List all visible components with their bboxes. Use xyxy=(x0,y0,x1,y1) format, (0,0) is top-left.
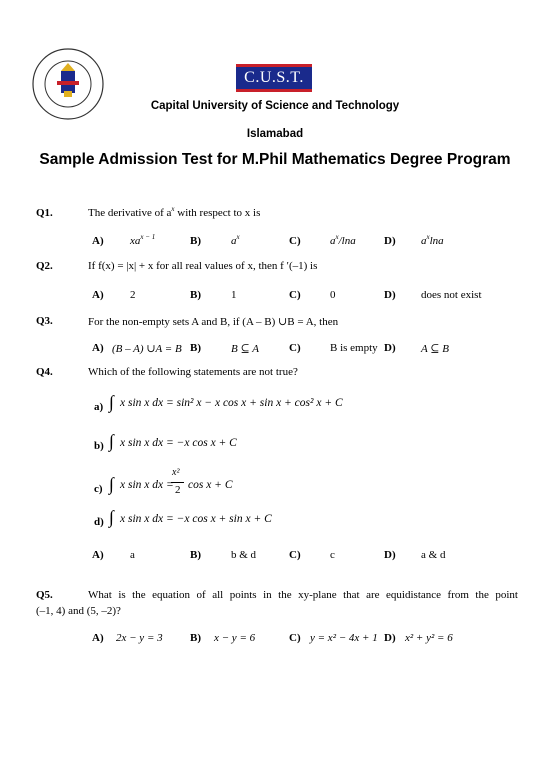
q4-item-a-label: a) xyxy=(94,401,104,413)
q3-label-c: C) xyxy=(289,342,301,354)
q4-item-b-label: b) xyxy=(94,440,104,452)
q3-option-c: B is empty xyxy=(330,342,378,354)
q3-label-a: A) xyxy=(92,342,104,354)
q3-option-a: (B – A) ∪A = B xyxy=(112,343,182,355)
q5-option-d: x² + y² = 6 xyxy=(405,632,453,644)
q2-label-b: B) xyxy=(190,289,201,301)
q4-option-b: b & d xyxy=(231,549,257,561)
q5-text-line1: What is the equation of all points in the xy-plane that are equidistance from the point xyxy=(88,589,518,601)
q1-number: Q1. xyxy=(36,207,53,219)
q4-label-b: B) xyxy=(190,549,201,561)
q4-option-a: a xyxy=(130,549,135,561)
q4-option-c: c xyxy=(330,549,335,561)
q4-item-c-frac-den: 2 xyxy=(175,484,181,496)
page-title: Sample Admission Test for M.Phil Mathematics Degree Program xyxy=(39,151,511,168)
q4-item-c-expr-right: cos x + C xyxy=(188,479,233,491)
q2-option-d: does not exist xyxy=(421,289,482,301)
q3-number: Q3. xyxy=(36,315,53,327)
q5-text-line2: (–1, 4) and (5, –2)? xyxy=(36,605,121,617)
university-name: Capital University of Science and Technology xyxy=(150,100,400,112)
q4-item-d-expr: x sin x dx = −x cos x + sin x + C xyxy=(120,513,272,525)
q5-label-d: D) xyxy=(384,632,396,644)
q1-label-b: B) xyxy=(190,235,201,247)
q4-item-c-expr-left: x sin x dx = xyxy=(120,479,174,491)
q2-option-b: 1 xyxy=(231,289,237,301)
integral-sign-icon: ∫ xyxy=(109,474,114,494)
q2-label-a: A) xyxy=(92,289,104,301)
q1-label-a: A) xyxy=(92,235,104,247)
q5-label-b: B) xyxy=(190,632,201,644)
q4-number: Q4. xyxy=(36,366,53,378)
fraction-bar xyxy=(171,482,184,483)
city-name: Islamabad xyxy=(246,128,304,140)
q2-label-d: D) xyxy=(384,289,396,301)
q3-option-b: B ⊆ A xyxy=(231,343,259,355)
q4-item-d-label: d) xyxy=(94,516,104,528)
q2-number: Q2. xyxy=(36,260,53,272)
q3-option-d: A ⊆ B xyxy=(421,343,449,355)
cust-logo: C.U.S.T. xyxy=(236,64,312,92)
q5-option-a: 2x − y = 3 xyxy=(116,632,163,644)
q4-text: Which of the following statements are not true? xyxy=(88,366,298,378)
q2-label-c: C) xyxy=(289,289,301,301)
q1-option-b: $a^x$ xyxy=(231,233,240,247)
q2-option-a: 2 xyxy=(130,289,136,301)
q4-label-d: D) xyxy=(384,549,396,561)
q4-item-b-expr: x sin x dx = −x cos x + C xyxy=(120,437,237,449)
q4-label-a: A) xyxy=(92,549,104,561)
q3-label-b: B) xyxy=(190,342,201,354)
q2-option-c: 0 xyxy=(330,289,336,301)
integral-sign-icon: ∫ xyxy=(109,507,114,527)
q1-label-d: D) xyxy=(384,235,396,247)
q5-label-c: C) xyxy=(289,632,301,644)
q3-label-d: D) xyxy=(384,342,396,354)
q4-label-c: C) xyxy=(289,549,301,561)
q1-label-c: C) xyxy=(289,235,301,247)
q4-item-c-frac-num: x² xyxy=(172,467,180,478)
q5-option-b: x − y = 6 xyxy=(214,632,256,644)
q4-option-d: a & d xyxy=(421,549,446,561)
q5-option-c: y = x² − 4x + 1 xyxy=(310,632,378,644)
q1-option-c: $a^x$/lna xyxy=(330,233,356,247)
integral-sign-icon: ∫ xyxy=(109,431,114,451)
q5-label-a: A) xyxy=(92,632,104,644)
integral-sign-icon: ∫ xyxy=(109,392,114,412)
q1-text: The derivative of $a^x$ with respect to x is xyxy=(88,205,261,219)
q3-text: For the non-empty sets A and B, if (A – B) ∪B = A, then xyxy=(88,316,339,328)
q4-item-c-label: c) xyxy=(94,483,103,495)
q2-text: If f(x) = |x| + x for all real values of x, then f ′(–1) is xyxy=(88,260,318,272)
q1-option-d: $a^x\ln a$ xyxy=(421,233,444,247)
q4-item-a-expr: x sin x dx = sin² x − x cos x + sin x + cos² x + C xyxy=(120,397,343,409)
q5-number: Q5. xyxy=(36,589,53,601)
q1-option-a: $xa^{x - 1}$ xyxy=(130,233,156,247)
